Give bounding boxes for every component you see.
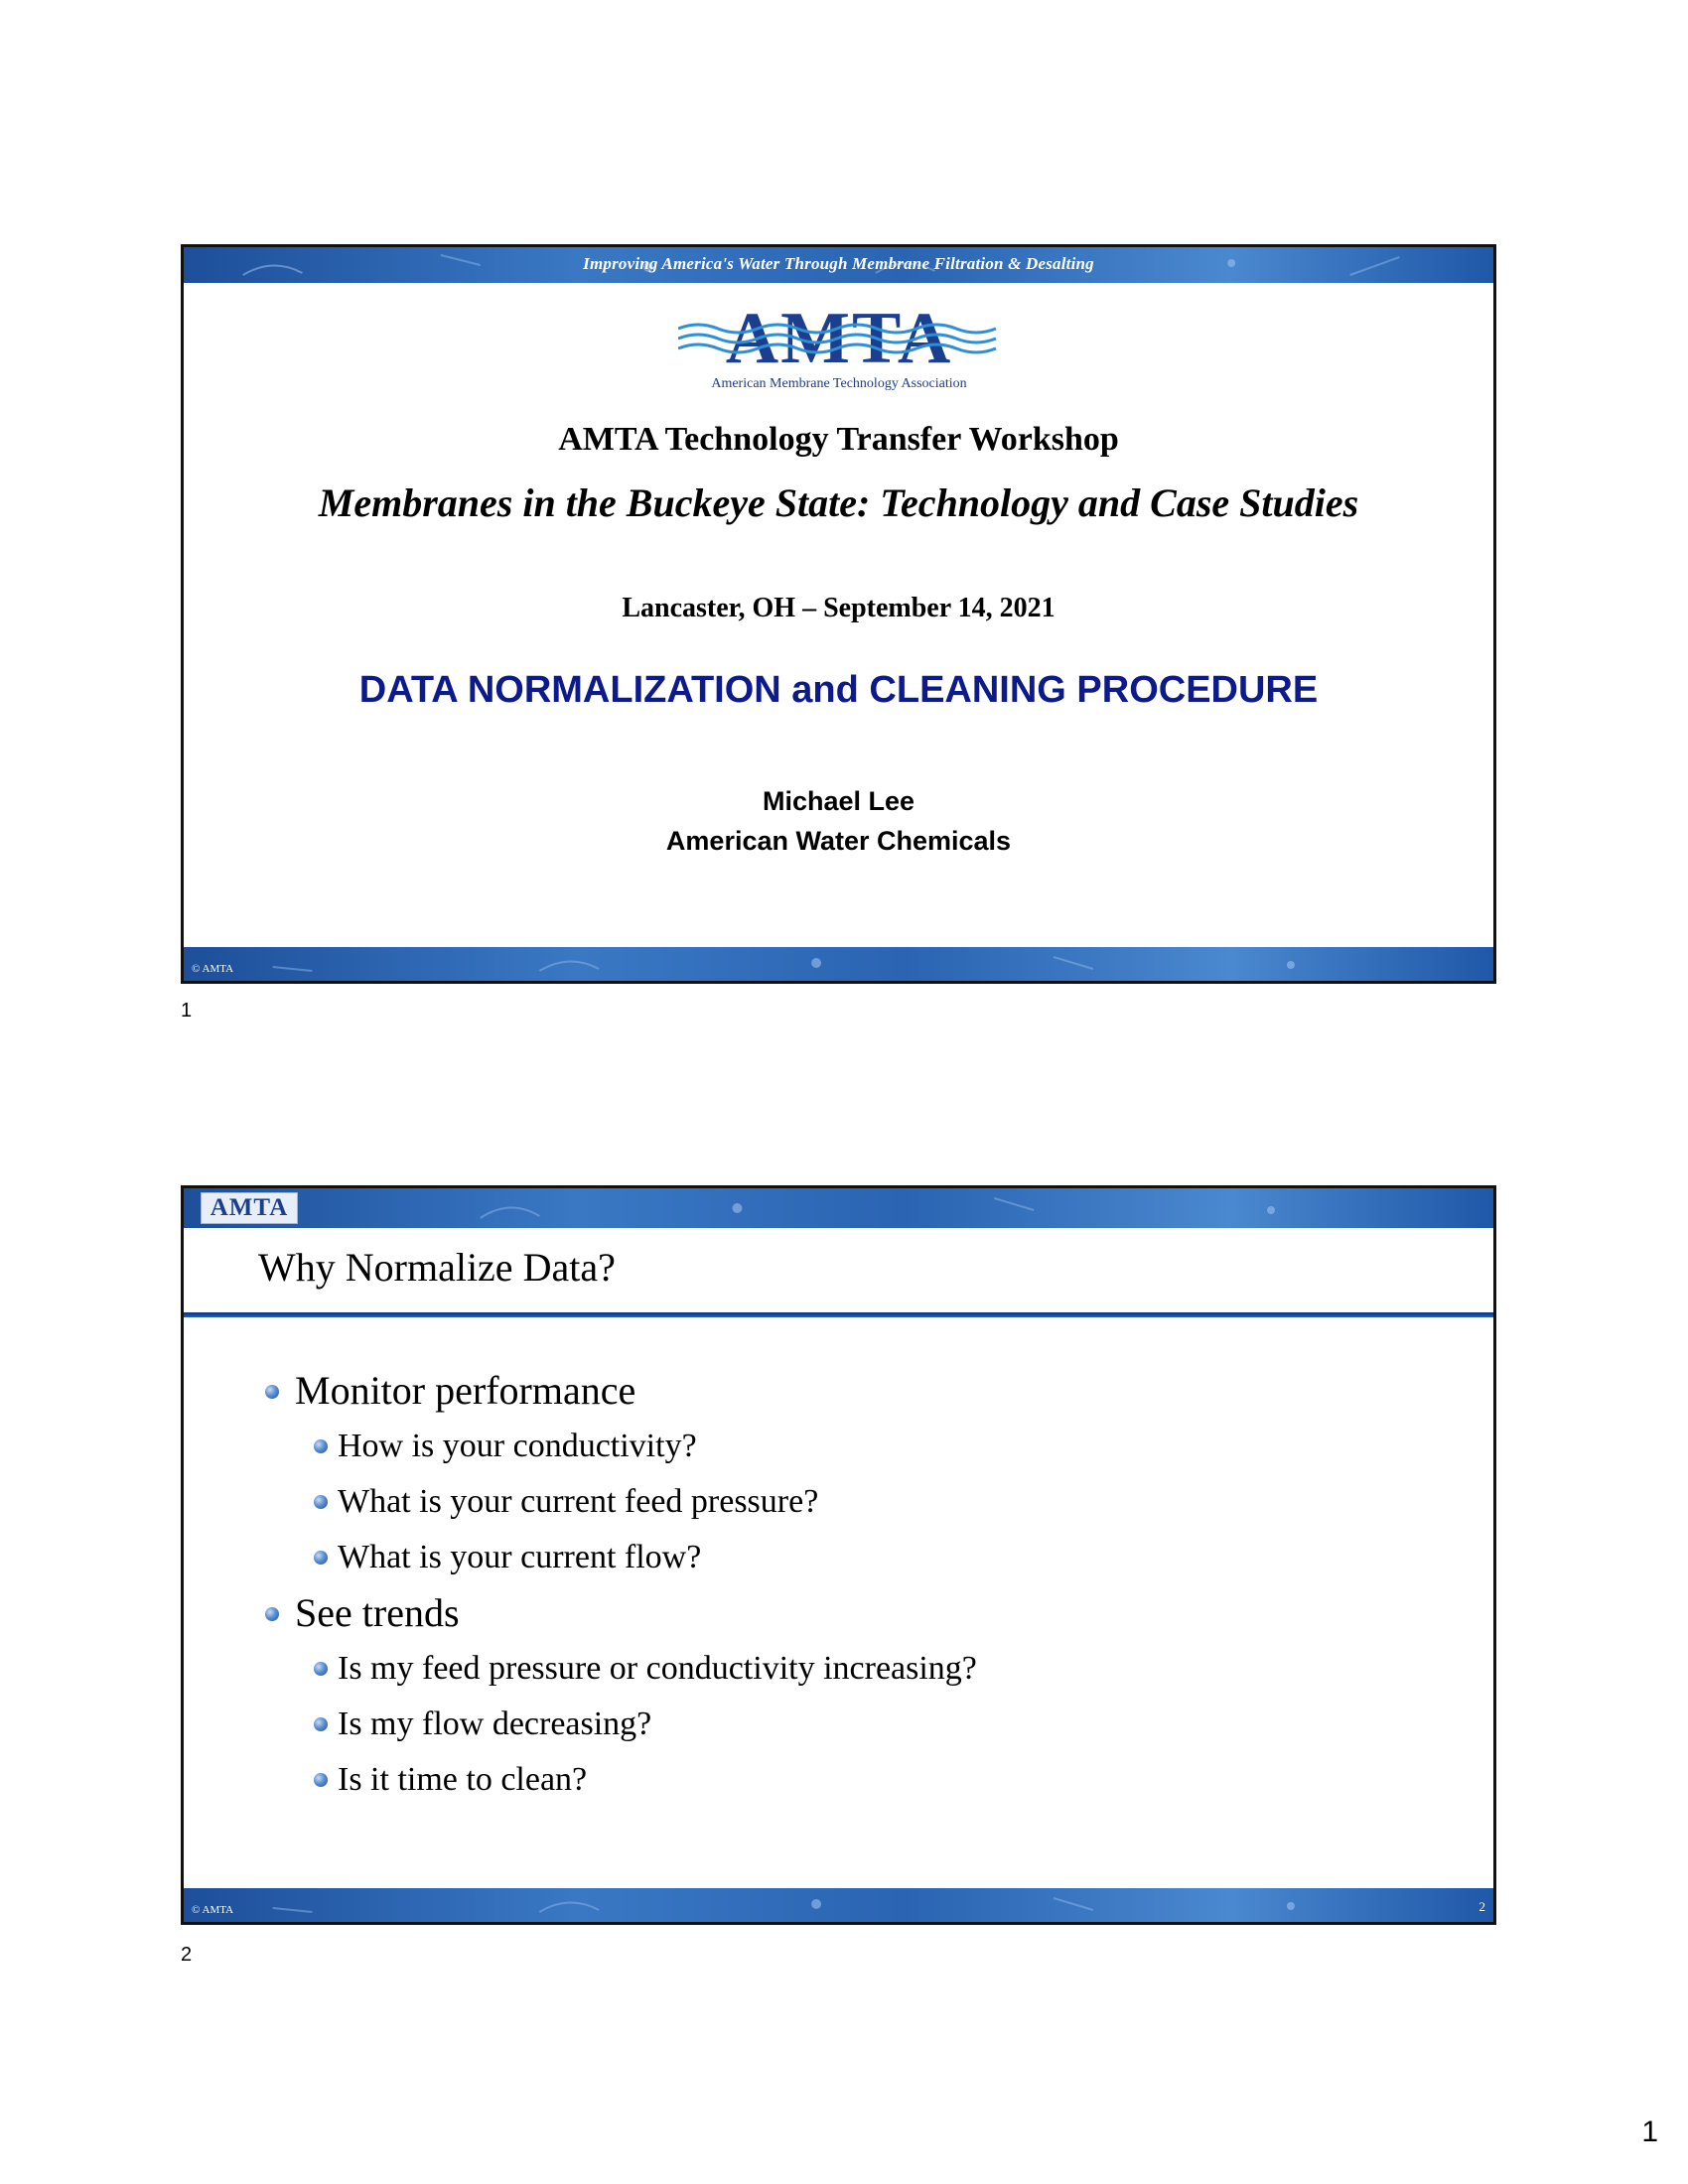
bullet-icon (265, 1385, 279, 1399)
copyright: © AMTA (192, 1904, 234, 1916)
list-item (184, 1363, 1493, 1419)
wave-icon (678, 321, 1000, 370)
slide-footer-band (184, 947, 1493, 981)
list-item (184, 1697, 1493, 1752)
logo-wordmark: AMTA (725, 298, 953, 379)
slide-1 (181, 244, 1496, 984)
tagline: Improving America's Water Through Membrane Filtration & Desalting (583, 254, 1094, 273)
list-item (184, 1641, 1493, 1697)
location-date: Lancaster, OH – September 14, 2021 (622, 593, 1055, 623)
slide-header-band (184, 1188, 1493, 1228)
bullet-icon (314, 1495, 328, 1509)
speaker-block (184, 781, 1493, 861)
copyright: © AMTA (192, 963, 234, 975)
logo-subtitle: American Membrane Technology Association (711, 376, 967, 391)
band-decoration (184, 1888, 1493, 1922)
list-item (184, 1585, 1493, 1641)
speaker-name: Michael Lee (762, 786, 915, 816)
bullet-icon (265, 1607, 279, 1621)
page-number: 1 (1641, 2116, 1658, 2148)
amta-small-logo (201, 1192, 298, 1224)
bullet-icon (314, 1551, 328, 1565)
sub-bullet-text: Is it time to clean? (338, 1761, 588, 1798)
amta-logo (670, 299, 1008, 394)
bullet-icon (314, 1662, 328, 1676)
slide-header-band (184, 247, 1493, 283)
bullet-list (184, 1363, 1493, 1808)
talk-title: DATA NORMALIZATION and CLEANING PROCEDURE (358, 669, 1319, 711)
title-divider (184, 1312, 1493, 1317)
slide-footer-band (184, 1888, 1493, 1922)
sub-bullet-text: Is my flow decreasing? (338, 1706, 652, 1742)
band-decoration (184, 947, 1493, 981)
slide-2 (181, 1185, 1496, 1925)
bullet-icon (314, 1717, 328, 1731)
sub-bullet-text: What is your current feed pressure? (338, 1483, 819, 1520)
slide-label-1: 1 (181, 1000, 193, 1022)
list-item (184, 1474, 1493, 1530)
slide-title: Why Normalize Data? (258, 1245, 616, 1290)
sub-bullet-text: What is your current flow? (338, 1539, 702, 1575)
bullet-icon (314, 1773, 328, 1787)
small-logo-wordmark: AMTA (210, 1194, 289, 1221)
list-item (184, 1419, 1493, 1474)
workshop-subtitle: Membranes in the Buckeye State: Technology and Case Studies (318, 480, 1359, 525)
bullet-icon (314, 1439, 328, 1453)
speaker-affiliation: American Water Chemicals (665, 826, 1012, 856)
band-decoration (184, 1188, 1493, 1228)
sub-bullet-text: How is your conductivity? (338, 1428, 697, 1464)
workshop-title: AMTA Technology Transfer Workshop (558, 421, 1119, 458)
list-item (184, 1530, 1493, 1585)
slide-label-2: 2 (181, 1944, 193, 1966)
list-item (184, 1752, 1493, 1808)
bullet-text: Monitor performance (295, 1368, 636, 1413)
sub-bullet-text: Is my feed pressure or conductivity increasing? (338, 1650, 977, 1687)
slide-number: 2 (1478, 1899, 1485, 1914)
bullet-text: See trends (295, 1590, 460, 1635)
